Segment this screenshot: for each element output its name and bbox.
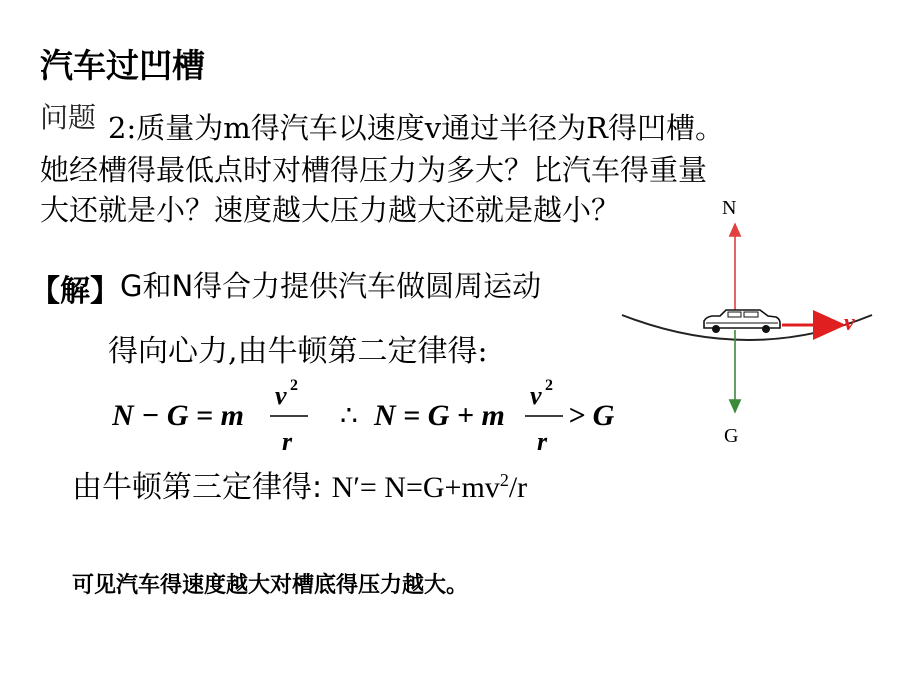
question-line-1: 2:质量为m得汽车以速度v通过半径为R得凹槽。 — [108, 111, 724, 145]
formula-lhs: N − G = m — [112, 399, 244, 432]
formula-rhs: N = G + m — [374, 399, 505, 432]
label-N: N — [722, 197, 737, 219]
slide-title: 汽车过凹槽 — [40, 46, 205, 85]
formula-frac-num-sup: 2 — [290, 378, 298, 394]
formula-rhs-frac-num: v — [530, 381, 542, 410]
third-law-label: 由牛顿第三定律得: — [72, 470, 332, 505]
newton-formula — [112, 378, 632, 462]
question-line-3: 大还就是小？速度越大压力越大还就是越小？ — [40, 193, 621, 227]
third-law-tail: /r — [508, 471, 528, 504]
question-label: 问题 — [40, 101, 97, 134]
solution-text: G和N得合力提供汽车做圆周运动 — [120, 269, 542, 303]
formula-frac-den: r — [282, 427, 293, 456]
second-law-step: 得向心力,由牛顿第二定律得: — [108, 334, 488, 369]
formula-rhs-tail: > G — [568, 399, 615, 432]
formula-rhs-frac-num-sup: 2 — [545, 378, 553, 394]
label-v: v — [844, 310, 855, 336]
car-icon — [704, 310, 780, 333]
third-law-formula: N′= N=G+mv — [331, 471, 500, 504]
third-law-sup: 2 — [499, 470, 509, 490]
formula-frac-num: v — [275, 381, 287, 410]
force-diagram — [600, 180, 890, 464]
therefore-symbol: ∴ — [340, 401, 358, 432]
third-law-step — [72, 462, 527, 506]
question-line-2: 她经槽得最低点时对槽得压力为多大？比汽车得重量 — [40, 153, 708, 187]
formula-rhs-frac-den: r — [537, 427, 548, 456]
conclusion-text: 可见汽车得速度越大对槽底得压力越大。 — [72, 573, 469, 598]
label-G: G — [724, 425, 739, 447]
solution-tag: 【解】 — [30, 274, 120, 309]
